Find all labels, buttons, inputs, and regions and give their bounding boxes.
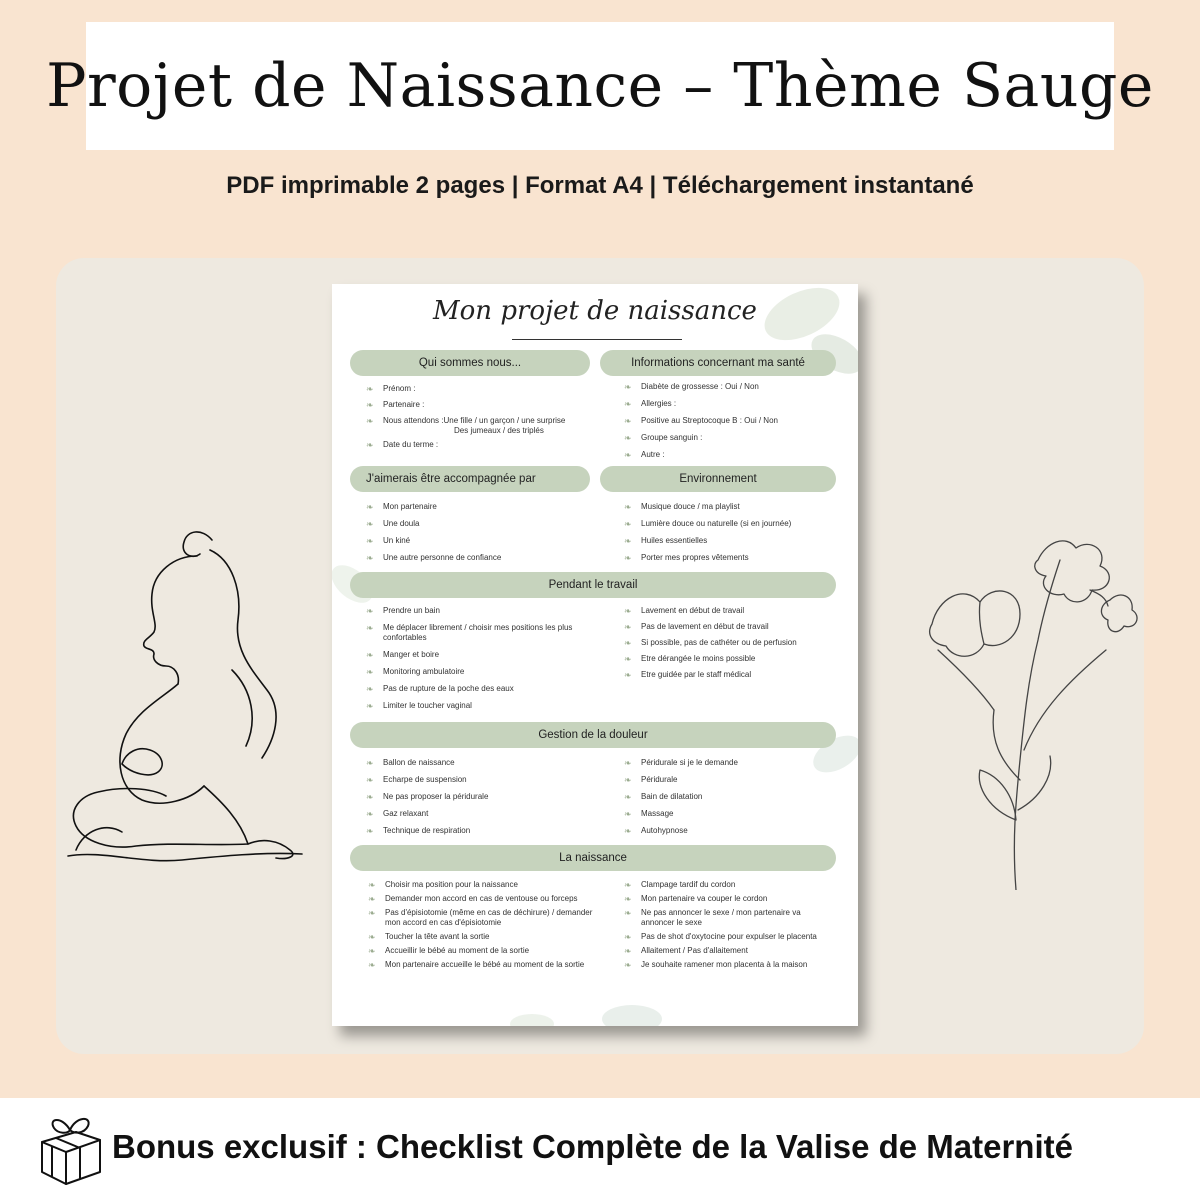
leaf-icon: ❧ bbox=[624, 758, 632, 768]
leaf-icon: ❧ bbox=[624, 654, 632, 664]
list-item: ❧ Massage bbox=[624, 809, 674, 819]
list-item: ❧ Technique de respiration bbox=[366, 826, 471, 836]
list-naissance-right bbox=[624, 880, 824, 970]
leaf-icon: ❧ bbox=[624, 382, 632, 392]
leaf-icon: ❧ bbox=[368, 880, 376, 890]
list-accompagnee bbox=[366, 502, 596, 563]
list-item: ❧ Porter mes propres vêtements bbox=[624, 553, 749, 563]
leaf-icon: ❧ bbox=[366, 701, 374, 711]
leaf-icon: ❧ bbox=[366, 440, 374, 450]
leaf-icon: ❧ bbox=[366, 536, 374, 546]
leaf-icon: ❧ bbox=[366, 826, 374, 836]
section-header-accompagnee: J'aimerais être accompagnée par bbox=[350, 466, 590, 492]
leaf-icon: ❧ bbox=[624, 809, 632, 819]
list-item: ❧ Nous attendons :Une fille / un garçon / une surprise bbox=[366, 416, 566, 426]
section-header-qui-sommes-nous: Qui sommes nous... bbox=[350, 350, 590, 376]
leaf-icon: ❧ bbox=[366, 606, 374, 616]
leaf-icon: ❧ bbox=[624, 622, 632, 632]
leaf-icon: ❧ bbox=[366, 623, 374, 633]
list-item: ❧ Monitoring ambulatoire bbox=[366, 667, 465, 677]
leaf-icon: ❧ bbox=[624, 399, 632, 409]
section-header-sante: Informations concernant ma santé bbox=[600, 350, 836, 376]
list-item: ❧ Ne pas annoncer le sexe / mon partenaire va annoncer le sexe bbox=[624, 908, 801, 927]
list-item: ❧ Clampage tardif du cordon bbox=[624, 880, 736, 890]
list-travail-left bbox=[366, 606, 576, 711]
document-title: Mon projet de naissance bbox=[433, 296, 757, 326]
pregnant-woman-illustration bbox=[62, 520, 332, 880]
list-item: ❧ Etre guidée par le staff médical bbox=[624, 670, 752, 680]
leaf-icon: ❧ bbox=[624, 416, 632, 426]
title-banner bbox=[46, 22, 1154, 150]
leaf-icon: ❧ bbox=[366, 502, 374, 512]
leaf-icon: ❧ bbox=[624, 553, 632, 563]
list-item: ❧ Lavement en début de travail bbox=[624, 606, 745, 616]
page-title: Projet de Naissance – Thème Sauge bbox=[46, 51, 1154, 121]
document-preview bbox=[332, 284, 858, 1026]
title-underline bbox=[512, 339, 682, 340]
list-douleur-left bbox=[366, 758, 576, 836]
leaf-icon: ❧ bbox=[366, 792, 374, 802]
list-item: ❧ Autohypnose bbox=[624, 826, 688, 836]
section-header-naissance: La naissance bbox=[350, 845, 836, 871]
list-item: ❧ Lumière douce ou naturelle (si en journée) bbox=[624, 519, 792, 529]
leaf-icon: ❧ bbox=[368, 960, 376, 970]
list-item: ❧ Demander mon accord en cas de ventouse ou forceps bbox=[368, 894, 578, 904]
leaf-icon: ❧ bbox=[624, 792, 632, 802]
gift-icon bbox=[36, 1112, 106, 1186]
list-item: ❧ Toucher la tête avant la sortie bbox=[368, 932, 490, 942]
leaf-icon: ❧ bbox=[624, 946, 632, 956]
leaf-icon: ❧ bbox=[624, 433, 632, 443]
list-item: ❧ Manger et boire bbox=[366, 650, 440, 660]
list-sante bbox=[624, 382, 844, 460]
leaf-icon: ❧ bbox=[624, 536, 632, 546]
list-item: ❧ Une autre personne de confiance bbox=[366, 553, 502, 563]
section-header-douleur: Gestion de la douleur bbox=[350, 722, 836, 748]
leaf-icon: ❧ bbox=[624, 960, 632, 970]
leaf-icon: ❧ bbox=[624, 908, 632, 918]
leaf-icon: ❧ bbox=[366, 384, 374, 394]
flower-illustration bbox=[920, 520, 1150, 890]
leaf-icon: ❧ bbox=[366, 809, 374, 819]
list-item: ❧ Si possible, pas de cathéter ou de perfusion bbox=[624, 638, 797, 648]
leaf-icon: ❧ bbox=[368, 946, 376, 956]
list-item: ❧ Une doula bbox=[366, 519, 420, 529]
list-item: ❧ Limiter le toucher vaginal bbox=[366, 701, 472, 711]
leaf-icon: ❧ bbox=[624, 502, 632, 512]
list-item: ❧ Prendre un bain bbox=[366, 606, 440, 616]
list-item: ❧ Mon partenaire bbox=[366, 502, 437, 512]
leaf-icon: ❧ bbox=[368, 932, 376, 942]
leaf-icon: ❧ bbox=[366, 519, 374, 529]
list-douleur-right bbox=[624, 758, 850, 836]
leaf-icon: ❧ bbox=[366, 400, 374, 410]
list-item: ❧ Pas d'épisiotomie (même en cas de déchirure) / demander mon accord en cas d'épisiotomie bbox=[368, 908, 593, 927]
list-item: ❧ Ne pas proposer la péridurale bbox=[366, 792, 489, 802]
leaf-icon: ❧ bbox=[624, 606, 632, 616]
list-item: ❧ Gaz relaxant bbox=[366, 809, 429, 819]
leaf-icon: ❧ bbox=[366, 650, 374, 660]
list-item: ❧ Choisir ma position pour la naissance bbox=[368, 880, 518, 890]
section-header-environnement: Environnement bbox=[600, 466, 836, 492]
list-item: ❧ Un kiné bbox=[366, 536, 411, 546]
leaf-icon: ❧ bbox=[366, 758, 374, 768]
leaf-icon: ❧ bbox=[624, 638, 632, 648]
list-item: ❧ Partenaire : bbox=[366, 400, 425, 410]
list-item: ❧ Allaitement / Pas d'allaitement bbox=[624, 946, 748, 956]
list-item: ❧ Me déplacer librement / choisir mes positions les plus confortables bbox=[366, 623, 573, 642]
leaf-icon: ❧ bbox=[366, 416, 374, 426]
list-item: ❧ Pas de lavement en début de travail bbox=[624, 622, 769, 632]
leaf-icon: ❧ bbox=[624, 519, 632, 529]
list-item: ❧ Ballon de naissance bbox=[366, 758, 455, 768]
leaf-icon: ❧ bbox=[366, 775, 374, 785]
section-header-travail: Pendant le travail bbox=[350, 572, 836, 598]
list-naissance-left bbox=[368, 880, 598, 970]
leaf-icon: ❧ bbox=[624, 880, 632, 890]
list-item: ❧ Autre : bbox=[624, 450, 665, 460]
list-item: ❧ Diabète de grossesse : Oui / Non bbox=[624, 382, 759, 392]
leaf-icon: ❧ bbox=[624, 826, 632, 836]
leaf-icon: ❧ bbox=[366, 553, 374, 563]
leaf-icon: ❧ bbox=[368, 908, 376, 918]
leaf-icon: ❧ bbox=[624, 932, 632, 942]
list-travail-right bbox=[624, 606, 850, 680]
list-item: ❧ Etre dérangée le moins possible bbox=[624, 654, 756, 664]
list-item: ❧ Date du terme : bbox=[366, 440, 439, 450]
list-item: ❧ Allergies : bbox=[624, 399, 677, 409]
leaf-icon: ❧ bbox=[624, 775, 632, 785]
list-item: ❧ Huiles essentielles bbox=[624, 536, 708, 546]
list-item: ❧ Bain de dilatation bbox=[624, 792, 703, 802]
list-environnement bbox=[624, 502, 850, 563]
list-item: ❧ Positive au Streptocoque B : Oui / Non bbox=[624, 416, 778, 426]
list-item: ❧ Mon partenaire accueille le bébé au moment de la sortie bbox=[368, 960, 585, 970]
list-item: ❧ Mon partenaire va couper le cordon bbox=[624, 894, 768, 904]
list-item: ❧ Groupe sanguin : bbox=[624, 433, 703, 443]
leaf-icon: ❧ bbox=[366, 684, 374, 694]
leaf-icon: ❧ bbox=[624, 450, 632, 460]
list-item: ❧ Echarpe de suspension bbox=[366, 775, 467, 785]
list-item: ❧ Musique douce / ma playlist bbox=[624, 502, 740, 512]
list-item: ❧ Accueillir le bébé au moment de la sortie bbox=[368, 946, 530, 956]
leaf-icon: ❧ bbox=[624, 894, 632, 904]
list-qui-sommes-nous bbox=[366, 384, 596, 450]
list-item-continuation: Des jumeaux / des triplés bbox=[454, 426, 544, 435]
bonus-text: Bonus exclusif : Checklist Complète de la Valise de Maternité bbox=[112, 1128, 1073, 1165]
leaf-icon: ❧ bbox=[368, 894, 376, 904]
list-item: ❧ Péridurale si je le demande bbox=[624, 758, 738, 768]
list-item: ❧ Prénom : bbox=[366, 384, 416, 394]
list-item: ❧ Pas de shot d'oxytocine pour expulser le placenta bbox=[624, 932, 817, 942]
list-item: ❧ Péridurale bbox=[624, 775, 678, 785]
product-subtitle: PDF imprimable 2 pages | Format A4 | Téléchargement instantané bbox=[226, 172, 974, 199]
list-item: ❧ Pas de rupture de la poche des eaux bbox=[366, 684, 514, 694]
leaf-icon: ❧ bbox=[624, 670, 632, 680]
list-item: ❧ Je souhaite ramener mon placenta à la maison bbox=[624, 960, 808, 970]
leaf-icon: ❧ bbox=[366, 667, 374, 677]
